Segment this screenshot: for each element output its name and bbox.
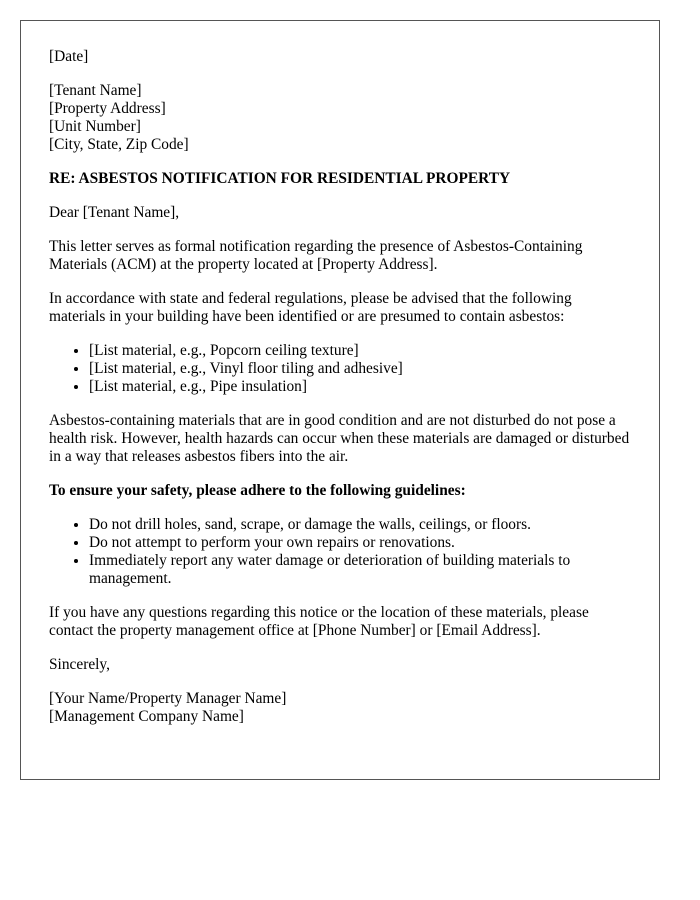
recipient-city-state-zip: [City, State, Zip Code] (49, 136, 189, 153)
guidelines-heading: To ensure your safety, please adhere to the following guidelines: (49, 482, 466, 499)
recipient-name: [Tenant Name] (49, 82, 142, 99)
intro-paragraph: This letter serves as formal notification regarding the presence of Asbestos-Containing Materials (ACM) at the property located at [Property Address]. (49, 238, 583, 273)
guidelines-list-item: • Immediately report any water damage or deterioration of building materials to management. (89, 552, 631, 588)
letter-salutation: Dear [Tenant Name], (49, 204, 180, 221)
risk-paragraph: Asbestos-containing materials that are in good condition and are not disturbed do not pose a health risk. However, health hazards can occur when these materials are damaged or disturbed in a way that releases asbestos fibers into the air. (49, 412, 630, 465)
guidelines-list (49, 516, 631, 588)
letter-page (20, 20, 660, 780)
recipient-unit-number: [Unit Number] (49, 118, 141, 135)
materials-list-item: • [List material, e.g., Pipe insulation] (89, 378, 631, 396)
materials-list-item: • [List material, e.g., Vinyl floor tiling and adhesive] (89, 360, 631, 378)
letter-date: [Date] (49, 48, 89, 65)
materials-list (49, 342, 631, 396)
signature-company: [Management Company Name] (49, 708, 244, 725)
letter-closing: Sincerely, (49, 656, 110, 673)
guidelines-list-item: • Do not attempt to perform your own repairs or renovations. (89, 534, 631, 552)
guidelines-list-item: • Do not drill holes, sand, scrape, or damage the walls, ceilings, or floors. (89, 516, 631, 534)
materials-list-item: • [List material, e.g., Popcorn ceiling texture] (89, 342, 631, 360)
signature-name: [Your Name/Property Manager Name] (49, 690, 287, 707)
signature-block (49, 690, 631, 726)
recipient-property-address: [Property Address] (49, 100, 166, 117)
regulations-paragraph: In accordance with state and federal regulations, please be advised that the following materials in your building have been identified or are presumed to contain asbestos: (49, 290, 572, 325)
recipient-address-block (49, 82, 631, 154)
contact-paragraph: If you have any questions regarding this notice or the location of these materials, please contact the property management office at [Phone Number] or [Email Address]. (49, 604, 589, 639)
letter-subject: RE: ASBESTOS NOTIFICATION FOR RESIDENTIAL PROPERTY (49, 170, 511, 187)
